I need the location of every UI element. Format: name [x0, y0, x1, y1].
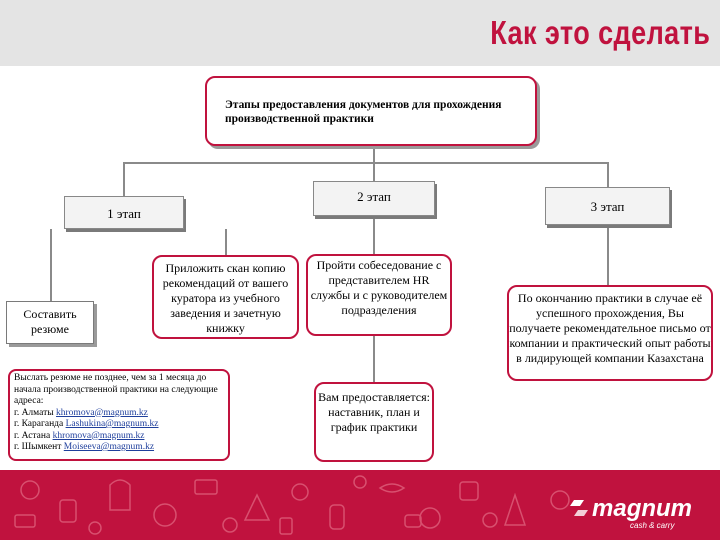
interview-box	[306, 254, 452, 336]
connector-stage2-mid	[373, 336, 375, 382]
slide-title: Как это сделать	[489, 14, 710, 51]
stage-2-header	[313, 181, 435, 216]
root-node-text: Этапы предоставления документов для прохождения производственной практики	[225, 99, 502, 125]
connector-stage2-down	[373, 216, 375, 256]
magnum-logo	[572, 488, 693, 539]
provided-text: Вам предоставляется: наставник, план и график практики	[318, 390, 430, 434]
magnum-logo-mark	[572, 488, 693, 534]
connector-horizontal	[123, 162, 608, 164]
connector-stage3-down	[607, 225, 609, 285]
contact-email-link[interactable]: khromova@magnum.kz	[56, 407, 148, 418]
contact-city: г. Астана	[14, 430, 51, 441]
result-text: По окончанию практики в случае её успешного прохождения, Вы получаете рекомендательное письмо от компании и практический опыт работы в лидирующей компании Казахстана	[509, 291, 711, 365]
stage-1-label: 1 этап	[107, 206, 141, 221]
stage-3-header	[545, 187, 670, 225]
contact-row	[14, 442, 224, 454]
stage-1-header	[64, 196, 184, 229]
contact-row	[14, 431, 224, 443]
step-resume-text: Составить резюме	[23, 307, 77, 336]
contact-email-link[interactable]: Moiseeva@magnum.kz	[63, 442, 155, 452]
stage-2-label: 2 этап	[357, 189, 391, 204]
connector-stage1-mid	[225, 229, 227, 255]
send-resume-note	[8, 369, 230, 461]
provided-box	[314, 382, 434, 462]
step-attach-box	[152, 255, 299, 339]
step-resume-box	[6, 301, 94, 344]
stage-3-label: 3 этап	[590, 199, 625, 214]
interview-text: Пройти собеседование с представителем HR службы и с руководителем подразделения	[310, 258, 448, 317]
logo-subtext: cash & carry	[630, 521, 675, 530]
logo-text: magnum	[592, 495, 693, 522]
connector-stage3	[607, 162, 609, 187]
connector-stage1-left	[50, 229, 52, 301]
contact-row	[14, 419, 224, 431]
contact-city: г. Шымкент	[14, 442, 62, 452]
contact-email-link[interactable]: Lashukina@magnum.kz	[65, 419, 159, 429]
contact-city: г. Алматы	[14, 407, 54, 418]
root-node	[205, 76, 537, 146]
result-box	[507, 285, 713, 381]
contact-city: г. Караганда	[14, 419, 64, 429]
contact-row	[14, 408, 224, 420]
step-attach-text: Приложить скан копию рекомендаций от вашего куратора из учебного заведения и зачетную книжку	[162, 261, 289, 335]
connector-stage1	[123, 162, 125, 196]
contact-email-link[interactable]: khromova@magnum.kz	[52, 430, 145, 441]
send-resume-intro: Выслать резюме не позднее, чем за 1 месяца до начала производственной практики на следующие адреса:	[14, 373, 218, 406]
